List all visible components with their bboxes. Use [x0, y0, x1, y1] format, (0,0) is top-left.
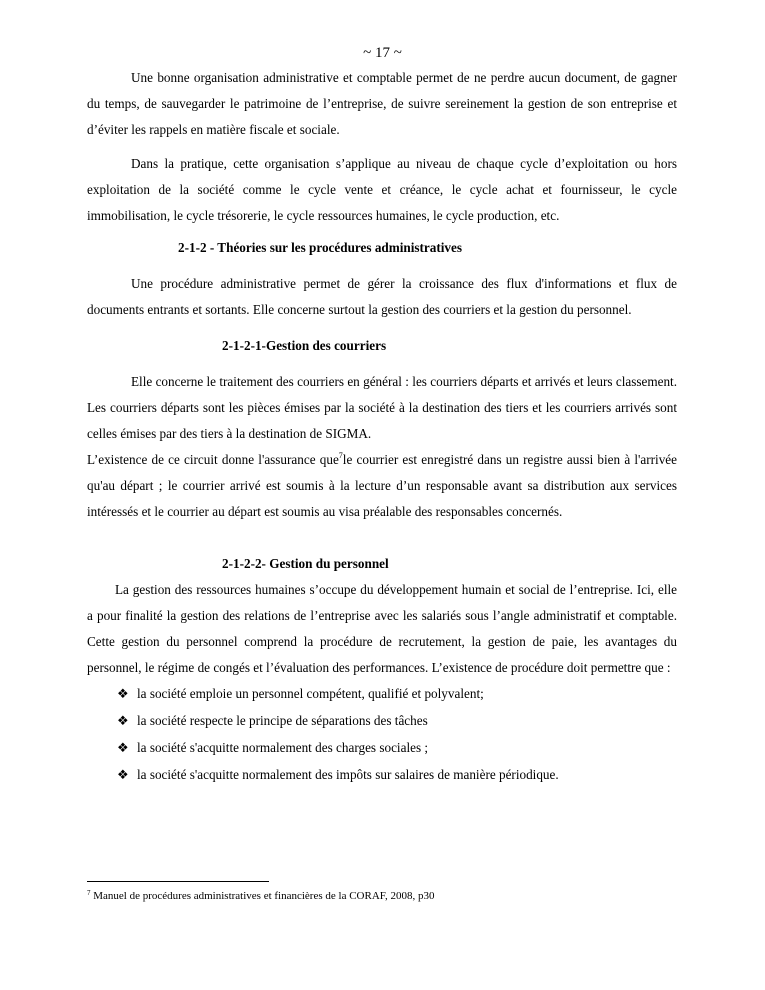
section-heading-2-1-2-2: 2-1-2-2- Gestion du personnel: [222, 556, 389, 571]
diamond-bullet-icon: ❖: [117, 687, 129, 702]
footnote-number: 7: [87, 889, 91, 897]
list-item: ❖ la société respecte le principe de séparations des tâches: [117, 708, 677, 735]
footnote-reference: 7: [338, 451, 343, 460]
requirements-list: [87, 681, 677, 789]
paragraph-circuit-courriers: [87, 447, 677, 525]
footnote: [87, 889, 677, 903]
list-item: ❖ la société s'acquitte normalement des charges sociales ;: [117, 735, 677, 762]
diamond-bullet-icon: ❖: [117, 768, 129, 783]
document-body: [87, 65, 677, 789]
diamond-bullet-icon: ❖: [117, 714, 129, 729]
section-heading-2-1-2: 2-1-2 - Théories sur les procédures administratives: [178, 240, 463, 255]
paragraph-circuit-text-end: le courrier est enregistré dans un registre aussi bien à l'arrivée qu'au départ ; le courrier arrivé est soumis à la lecture d’un responsable avant sa distribution aux services intéressés et le courrier au départ est soumis au visa préalable des responsables concernés.: [87, 452, 677, 519]
footnote-text: Manuel de procédures administratives et financières de la CORAF, 2008, p30: [93, 890, 435, 902]
list-item: ❖ la société s'acquitte normalement des impôts sur salaires de manière périodique.: [117, 762, 677, 789]
paragraph-procedure-administrative: Une procédure administrative permet de gérer la croissance des flux d'informations et flux de documents entrants et sortants. Elle concerne surtout la gestion des courriers et la gestion du personnel.: [87, 276, 677, 317]
paragraph-cycles: Dans la pratique, cette organisation s’applique au niveau de chaque cycle d’exploitation ou hors exploitation de la société comme le cycle vente et créance, le cycle achat et fournisseur, le cycle immobilisation, le cycle trésorerie, le cycle ressources humaines, le cycle production, etc.: [87, 156, 677, 223]
section-heading-2-1-2-1: 2-1-2-1-Gestion des courriers: [222, 338, 387, 353]
page-number: ~ 17 ~: [363, 45, 402, 61]
paragraph-circuit-text-start: L’existence de ce circuit donne l'assurance que: [87, 452, 339, 467]
paragraph-gestion-personnel: La gestion des ressources humaines s’occupe du développement humain et social de l’entreprise. Ici, elle a pour finalité la gestion des relations de l’entreprise avec les salariés sous l’angle administratif et comptable. Cette gestion du personnel comprend la procédure de recrutement, la gestion de paie, les avantages du personnel, le régime de congés et l’évaluation des performances. L’existence de procédure doit permettre que :: [87, 582, 677, 675]
diamond-bullet-icon: ❖: [117, 741, 129, 756]
paragraph-courriers: Elle concerne le traitement des courriers en général : les courriers départs et arrivés et leurs classement. Les courriers départs sont les pièces émises par la société à la destination des tiers et les courriers arrivés sont celles émises par des tiers à la destination de SIGMA.: [87, 374, 677, 441]
paragraph-organisation: Une bonne organisation administrative et comptable permet de ne perdre aucun document, de gagner du temps, de sauvegarder le patrimoine de l’entreprise, de suivre sereinement la gestion de son entreprise et d’éviter les rappels en matière fiscale et sociale.: [87, 70, 677, 137]
footnote-divider: [87, 881, 269, 882]
list-item: ❖ la société emploie un personnel compétent, qualifié et polyvalent;: [117, 681, 677, 708]
